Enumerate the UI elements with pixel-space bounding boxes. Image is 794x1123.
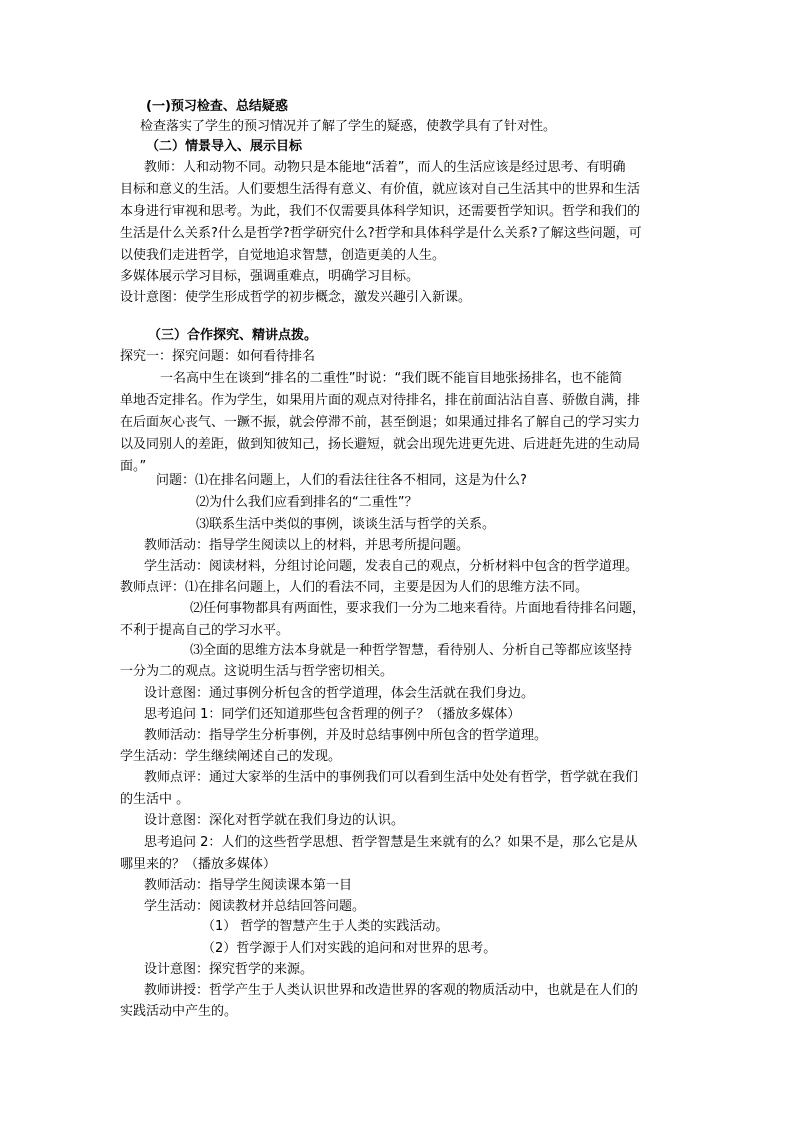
paragraph-line: 教师点评：⑴在排名问题上，人们的看法不同，主要是因为人们的思维方法不同。 xyxy=(120,580,589,595)
section-heading: （三）合作探究、精讲点拨。 xyxy=(148,328,318,343)
list-item: （2）哲学源于人们对实践的追问和对世界的思考。 xyxy=(202,941,497,956)
paragraph-line: 以及同别人的差距，做到知彼知己，扬长避短，就会出现先进更先进、后进赶先进的生动局 xyxy=(120,437,641,452)
paragraph-line: 设计意图：使学生形成哲学的初步概念，激发兴趣引入新课。 xyxy=(120,290,472,305)
paragraph-line: 以使我们走进哲学，自觉地追求智慧，创造更美的人生。 xyxy=(120,248,446,263)
list-item: （1） 哲学的智慧产生于人类的实践活动。 xyxy=(202,919,449,934)
paragraph-line: 在后面灰心丧气、一蹶不振，就会停滞不前，甚至倒退；如果通过排名了解自己的学习实力 xyxy=(120,415,641,430)
paragraph-line: 教师点评：通过大家举的生活中的事例我们可以看到生活中处处有哲学，哲学就在我们 xyxy=(144,770,639,785)
paragraph-line: 实践活动中产生的。 xyxy=(120,1004,238,1019)
paragraph-line: 教师：人和动物不同。动物只是本能地“活着”，而人的生活应该是经过思考、有明确 xyxy=(144,160,626,175)
paragraph-line: 设计意图：深化对哲学就在我们身边的认识。 xyxy=(144,813,405,828)
paragraph-line: 单地否定排名。作为学生，如果用片面的观点对待排名，排在前面沾沾自喜、骄傲自满，排 xyxy=(120,393,641,408)
paragraph-line: 教师活动：指导学生阅读以上的材料，并思考所提问题。 xyxy=(144,538,470,553)
paragraph-line: 多媒体展示学习目标，强调重难点，明确学习目标。 xyxy=(120,269,420,284)
paragraph-line: 学生活动：学生继续阐述自己的发现。 xyxy=(120,749,342,764)
question-line: ⑵为什么我们应看到排名的“二重性”？ xyxy=(196,495,418,510)
paragraph-line: 学生活动：阅读材料，分组讨论问题，发表自己的观点，分析材料中包含的哲学道理。 xyxy=(144,559,639,574)
paragraph-line: 不利于提高自己的学习水平。 xyxy=(120,623,290,638)
paragraph-line: 本身进行审视和思考。为此，我们不仅需要具体科学知识，还需要哲学知识。哲学和我们的 xyxy=(120,204,641,219)
paragraph-line: 的生活中 。 xyxy=(120,792,190,807)
paragraph-line: 教师活动：指导学生分析事例，并及时总结事例中所包含的哲学道理。 xyxy=(144,728,548,743)
paragraph-line: 检查落实了学生的预习情况并了解了学生的疑惑，使教学具有了针对性。 xyxy=(140,119,557,134)
paragraph-line: 教师讲授：哲学产生于人类认识世界和改造世界的客观的物质活动中，也就是在人们的 xyxy=(144,983,639,998)
section-heading: (一)预习检查、总结疑惑 xyxy=(146,99,288,114)
paragraph-line: 一分为二的观点。这说明生活与哲学密切相关。 xyxy=(120,664,394,679)
paragraph-line: 设计意图：探究哲学的来源。 xyxy=(144,962,314,977)
paragraph-line: 思考追问 1：同学们还知道那些包含哲理的例子？（播放多媒体） xyxy=(144,707,521,722)
paragraph-line: 设计意图：通过事例分析包含的哲学道理，体会生活就在我们身边。 xyxy=(144,686,535,701)
paragraph-line: 思考追问 2：人们的这些哲学思想、哲学智慧是生来就有的么？如果不是，那么它是从 xyxy=(144,835,638,850)
paragraph-line: 探究一：探究问题：如何看待排名 xyxy=(120,349,316,364)
section-heading: （二）情景导入、展示目标 xyxy=(146,139,303,154)
paragraph-line: ⑵任何事物都具有两面性，要求我们一分为二地来看待。片面地看待排名问题， xyxy=(190,601,646,616)
paragraph-line: 学生活动：阅读教材并总结回答问题。 xyxy=(144,899,366,914)
paragraph-line: 面。” xyxy=(120,459,147,474)
paragraph-line: 生活是什么关系?什么是哲学?哲学研究什么?哲学和具体科学是什么关系?了解这些问题，可 xyxy=(120,226,642,241)
paragraph-line: 目标和意义的生活。人们要想生活得有意义、有价值，就应该对自己生活其中的世界和生活 xyxy=(120,182,641,197)
question-line: 问题：⑴在排名问题上，人们的看法往往各不相同，这是为什么? xyxy=(156,473,527,488)
paragraph-line: 教师活动：指导学生阅读课本第一目 xyxy=(144,878,353,893)
question-line: ⑶联系生活中类似的事例，谈谈生活与哲学的关系。 xyxy=(196,517,496,532)
paragraph-line: ⑶全面的思维方法本身就是一种哲学智慧，看待别人、分析自己等都应该坚持 xyxy=(190,643,633,658)
paragraph-line: 一名高中生在谈到“排名的二重性”时说：“我们既不能盲目地张扬排名，也不能简 xyxy=(160,371,623,386)
paragraph-line: 哪里来的？（播放多媒体） xyxy=(120,857,277,872)
